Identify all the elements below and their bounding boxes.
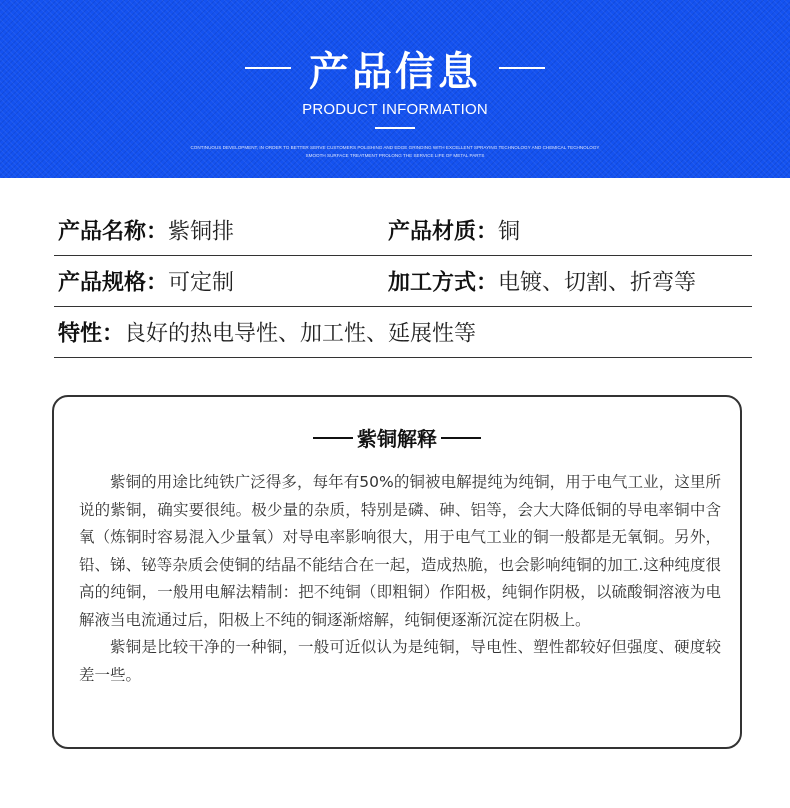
title-right-divider bbox=[499, 67, 545, 69]
fine-print-line-2: SMOOTH SURFACE TREATMENT PROLONG THE SERVICE LIFE OF METAL PARTS bbox=[305, 153, 485, 158]
title-left-divider bbox=[245, 67, 291, 69]
spec-product-name bbox=[58, 215, 234, 246]
spec-value: 电镀、切割、折弯等 bbox=[498, 270, 697, 296]
heading-left-dash bbox=[313, 437, 353, 439]
explanation-paragraph-2: 紫铜是比较干净的一种铜，一般可近似认为是纯铜，导电性、塑性都较好但强度、硬度较差一些。 bbox=[79, 638, 721, 684]
spec-row bbox=[54, 256, 752, 307]
spec-value: 可定制 bbox=[168, 270, 235, 296]
banner-fine-print bbox=[150, 144, 640, 160]
header-banner bbox=[0, 0, 790, 178]
explanation-box bbox=[52, 395, 742, 749]
explanation-paragraph-1: 紫铜的用途比纯铁广泛得多，每年有50%的铜被电解提纯为纯铜，用于电气工业，这里所说的紫铜，确实要很纯。极少量的杂质，特别是磷、砷、铝等，会大大降低铜的导电率铜中含氧（炼铜时容易混入少量氧）对导电率影响很大，用于电气工业的铜一般都是无氧铜。另外，铅、锑、铋等杂质会使铜的结晶不能结合在一起，造成热脆，也会影响纯铜的加工.这种纯度很高的纯铜，一般用电解法精制：把不纯铜（即粗铜）作阳极，纯铜作阴极，以硫酸铜溶液为电解液当电流通过后，阳极上不纯的铜逐渐熔解，纯铜便逐渐沉淀在阴极上。 bbox=[79, 473, 721, 629]
spec-value: 铜 bbox=[498, 219, 521, 245]
spec-row bbox=[54, 307, 752, 358]
explanation-heading bbox=[54, 423, 740, 452]
banner-title: 产品信息 bbox=[309, 48, 481, 95]
banner-title-row bbox=[0, 40, 790, 96]
explanation-body bbox=[79, 469, 721, 689]
spec-label: 特性： bbox=[58, 321, 125, 347]
fine-print-line-1: CONTINUOUS DEVELOPMENT, IN ORDER TO BETTER SERVE CUSTOMERS POLISHING AND EDGE GRINDING WITH EXCELLENT SPRAYING TECHNOLOGY AND CHEMICAL TECHNOLOGY bbox=[190, 145, 600, 150]
spec-label: 加工方式： bbox=[388, 270, 499, 296]
spec-features bbox=[58, 317, 476, 348]
banner-subtitle: PRODUCT INFORMATION bbox=[302, 101, 488, 118]
spec-value: 紫铜排 bbox=[168, 219, 235, 245]
spec-processing bbox=[388, 266, 696, 297]
spec-row bbox=[54, 205, 752, 256]
spec-table bbox=[54, 205, 752, 358]
spec-label: 产品材质： bbox=[388, 219, 499, 245]
subtitle-underline bbox=[375, 127, 415, 129]
explanation-title: 紫铜解释 bbox=[357, 427, 437, 451]
spec-material bbox=[388, 215, 520, 246]
spec-label: 产品名称： bbox=[58, 219, 169, 245]
heading-right-dash bbox=[441, 437, 481, 439]
spec-value: 良好的热电导性、加工性、延展性等 bbox=[124, 321, 477, 347]
spec-label: 产品规格： bbox=[58, 270, 169, 296]
spec-specification bbox=[58, 266, 234, 297]
